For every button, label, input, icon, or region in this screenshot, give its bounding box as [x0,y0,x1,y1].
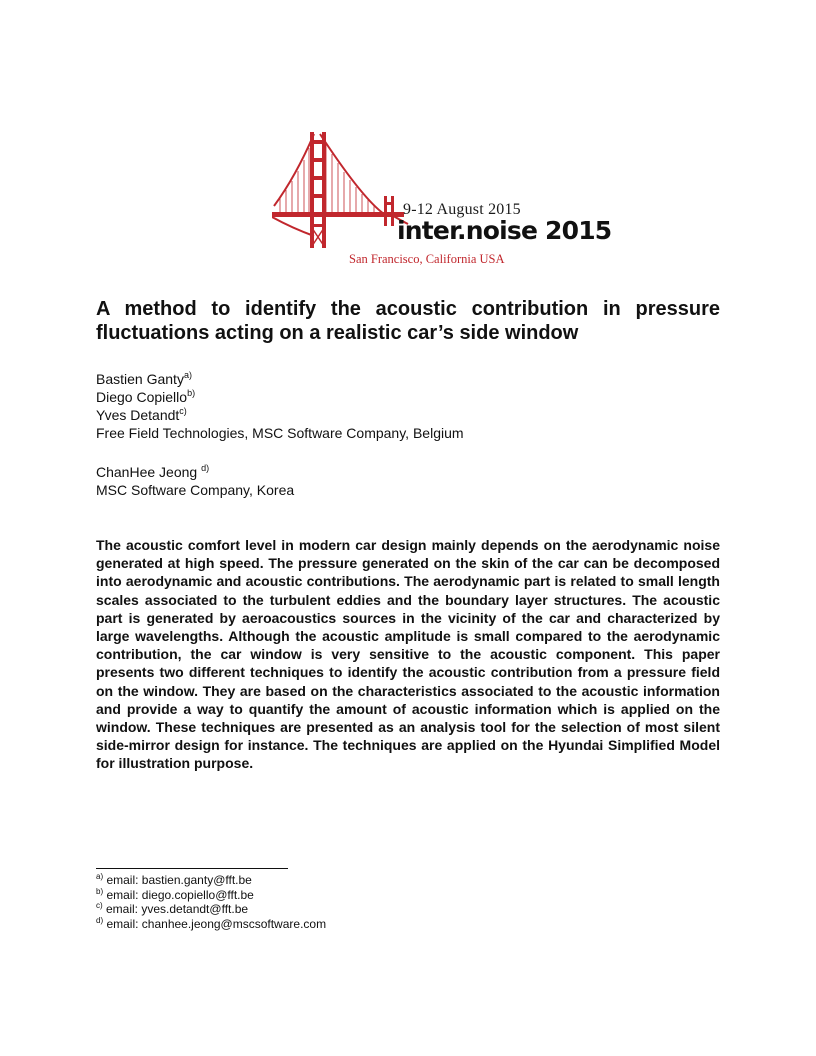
footnote-text: email: chanhee.jeong@mscsoftware.com [103,916,327,931]
golden-gate-bridge-icon [272,128,548,268]
author-mark: b) [187,388,196,398]
footnote-mark: d) [96,915,104,925]
author-line [96,406,464,424]
footnote [96,917,326,932]
affiliation: Free Field Technologies, MSC Software Company, Belgium [96,425,464,441]
footnote-mark: a) [96,872,104,881]
footnote-mark: b) [96,886,104,896]
author-line [96,463,294,481]
author-name: Bastien Ganty [96,371,184,387]
conference-logo [272,128,612,268]
author-list-2 [96,463,294,499]
conference-date: 9-12 August 2015 [403,201,521,218]
footnote-divider [96,868,288,869]
author-mark: c) [179,406,187,416]
conference-location: San Francisco, California USA [349,252,505,266]
abstract: The acoustic comfort level in modern car design mainly depends on the aerodynamic noise generated at high speed. The pressure generated on the skin of the car can be decomposed into aerodynamic and acoustic contributions. The aerodynamic part is related to small length scales associated to the turbulent eddies and the boundary layer structures. The acoustic part is generated by aeroacoustics sources in the vicinity of the car and characterized by large wavelengths. Although the acoustic amplitude is small compared to the aerodynamic contribution, the car window is very sensitive to the acoustic component. This paper presents two different techniques to identify the acoustic contribution from a pressure field on the window. They are based on the characteristics associated to the acoustic information and provide a way to quantify the amount of acoustic information which is applied on the window. These techniques are presented as an analysis tool for the selection of most silent side-mirror design for instance. The techniques are applied on the Hyundai Simplified Model for illustration purpose. [96,537,720,772]
author-mark: d) [201,463,210,473]
affiliation: MSC Software Company, Korea [96,482,295,498]
author-mark: a) [183,370,192,380]
author-name: ChanHee Jeong [96,464,202,480]
author-line [96,388,464,406]
footnote [96,888,326,903]
footnote-mark: c) [96,901,103,910]
author-name: Yves Detandt [96,407,180,423]
author-name: Diego Copiello [96,389,188,405]
paper-title: A method to identify the acoustic contribution in pressure fluctuations acting on a realistic car’s side window [96,298,720,344]
author-list [96,370,464,442]
footnote [96,902,326,917]
author-line [96,370,464,388]
footnote-text: email: yves.detandt@fft.be [102,902,249,916]
footnotes [96,873,326,931]
footnote-text: email: diego.copiello@fft.be [103,887,254,902]
conference-name: inter.noise 2015 [397,216,612,245]
footnote [96,873,326,888]
footnote-text: email: bastien.ganty@fft.be [103,873,252,887]
